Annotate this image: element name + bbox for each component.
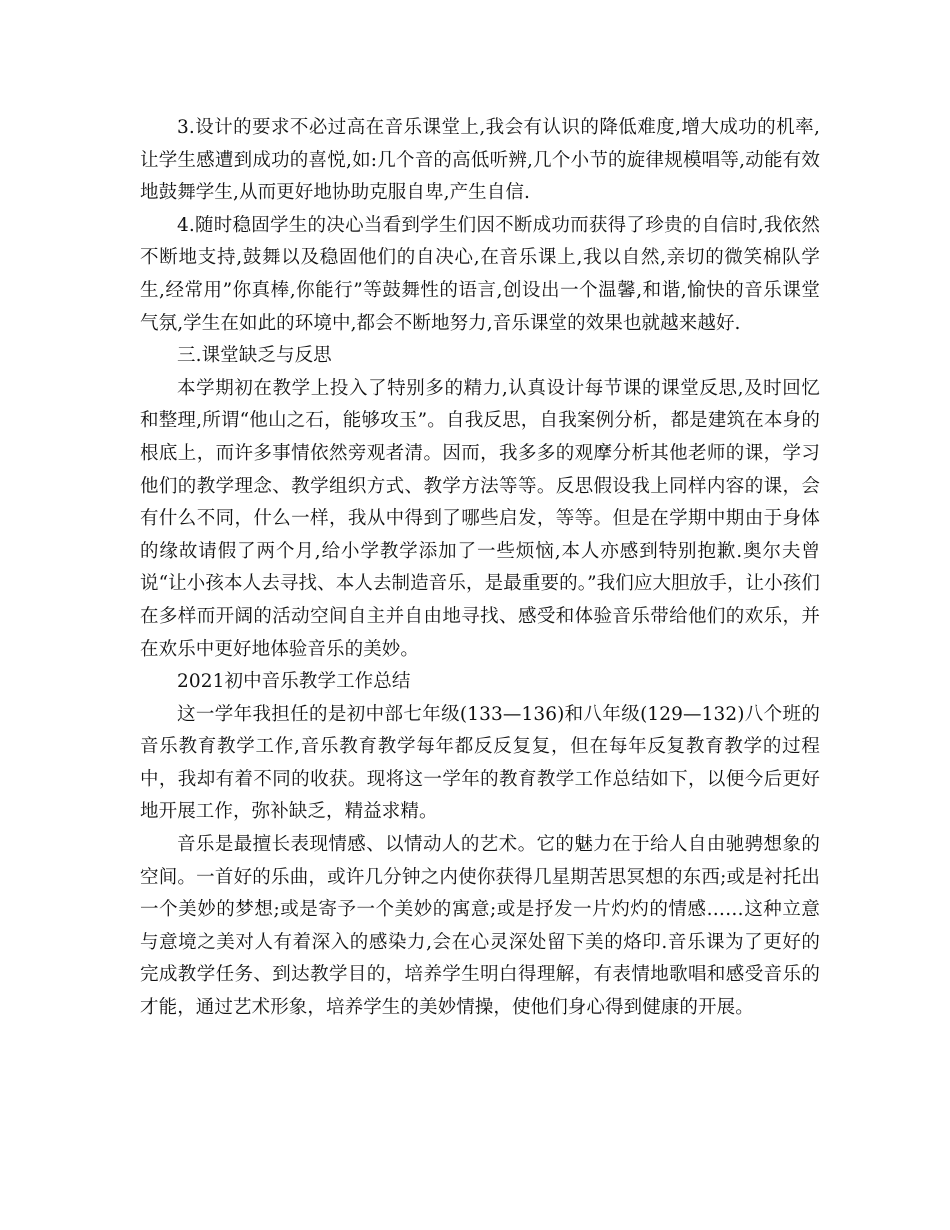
paragraph-point-3: 3.设计的要求不必过高在音乐课堂上,我会有认识的降低难度,增大成功的机率,让学生感遭到成功的喜悦,如:几个音的高低听辨,几个小节的旋律规模唱等,动能有效地鼓舞学生,从而更好地协助克服自卑,产生自信. xyxy=(140,117,820,204)
document-page xyxy=(140,112,820,1025)
paragraph-intro: 这一学年我担任的是初中部七年级(133—136)和八年级(129—132)八个班的音乐教育教学工作,音乐教育教学每年都反反复复，但在每年反复教育教学的过程中，我却有着不同的收获。现将这一学年的教育教学工作总结如下，以便今后更好地开展工作，弥补缺乏，精益求精。 xyxy=(140,703,820,823)
paragraph-reflection: 本学期初在教学上投入了特别多的精力,认真设计每节课的课堂反思,及时回忆和整理,所谓“他山之石，能够攻玉”。自我反思，自我案例分析，都是建筑在本身的根底上，而许多事情依然旁观者清。因而，我多多的观摩分析其他老师的课，学习他们的教学理念、教学组织方式、教学方法等等。反思假设我上同样内容的课，会有什么不同，什么一样，我从中得到了哪些启发，等等。但是在学期中期由于身体的缘故请假了两个月,给小学教学添加了一些烦恼,本人亦感到特别抱歉.奥尔夫曾说“让小孩本人去寻找、本人去制造音乐，是最重要的。”我们应大胆放手，让小孩们在多样而开阔的活动空间自主并自由地寻找、感受和体验音乐带给他们的欢乐，并在欢乐中更好地体验音乐的美妙。 xyxy=(140,377,820,660)
paragraph-point-4: 4.随时稳固学生的决心当看到学生们因不断成功而获得了珍贵的自信时,我依然不断地支持,鼓舞以及稳固他们的自决心,在音乐课上,我以自然,亲切的微笑棉队学生,经常用”你真棒,你能行”等鼓舞性的语言,创设出一个温馨,和谐,愉快的音乐课堂气氛,学生在如此的环境中,都会不断地努力,音乐课堂的效果也就越来越好. xyxy=(140,214,820,334)
paragraph-music-art: 音乐是最擅长表现情感、以情动人的艺术。它的魅力在于给人自由驰骋想象的空间。一首好的乐曲，或许几分钟之内使你获得几星期苦思冥想的东西;或是衬托出一个美妙的梦想;或是寄予一个美妙的寓意;或是抒发一片灼灼的情感……这种立意与意境之美对人有着深入的感染力,会在心灵深处留下美的烙印.音乐课为了更好的完成教学任务、到达教学目的，培养学生明白得理解，有表情地歌唱和感受音乐的才能，通过艺术形象，培养学生的美妙情操，使他们身心得到健康的开展。 xyxy=(140,834,820,1019)
document-title: 2021初中音乐教学工作总结 xyxy=(177,671,411,693)
section-heading-reflection: 三.课堂缺乏与反思 xyxy=(177,345,332,367)
